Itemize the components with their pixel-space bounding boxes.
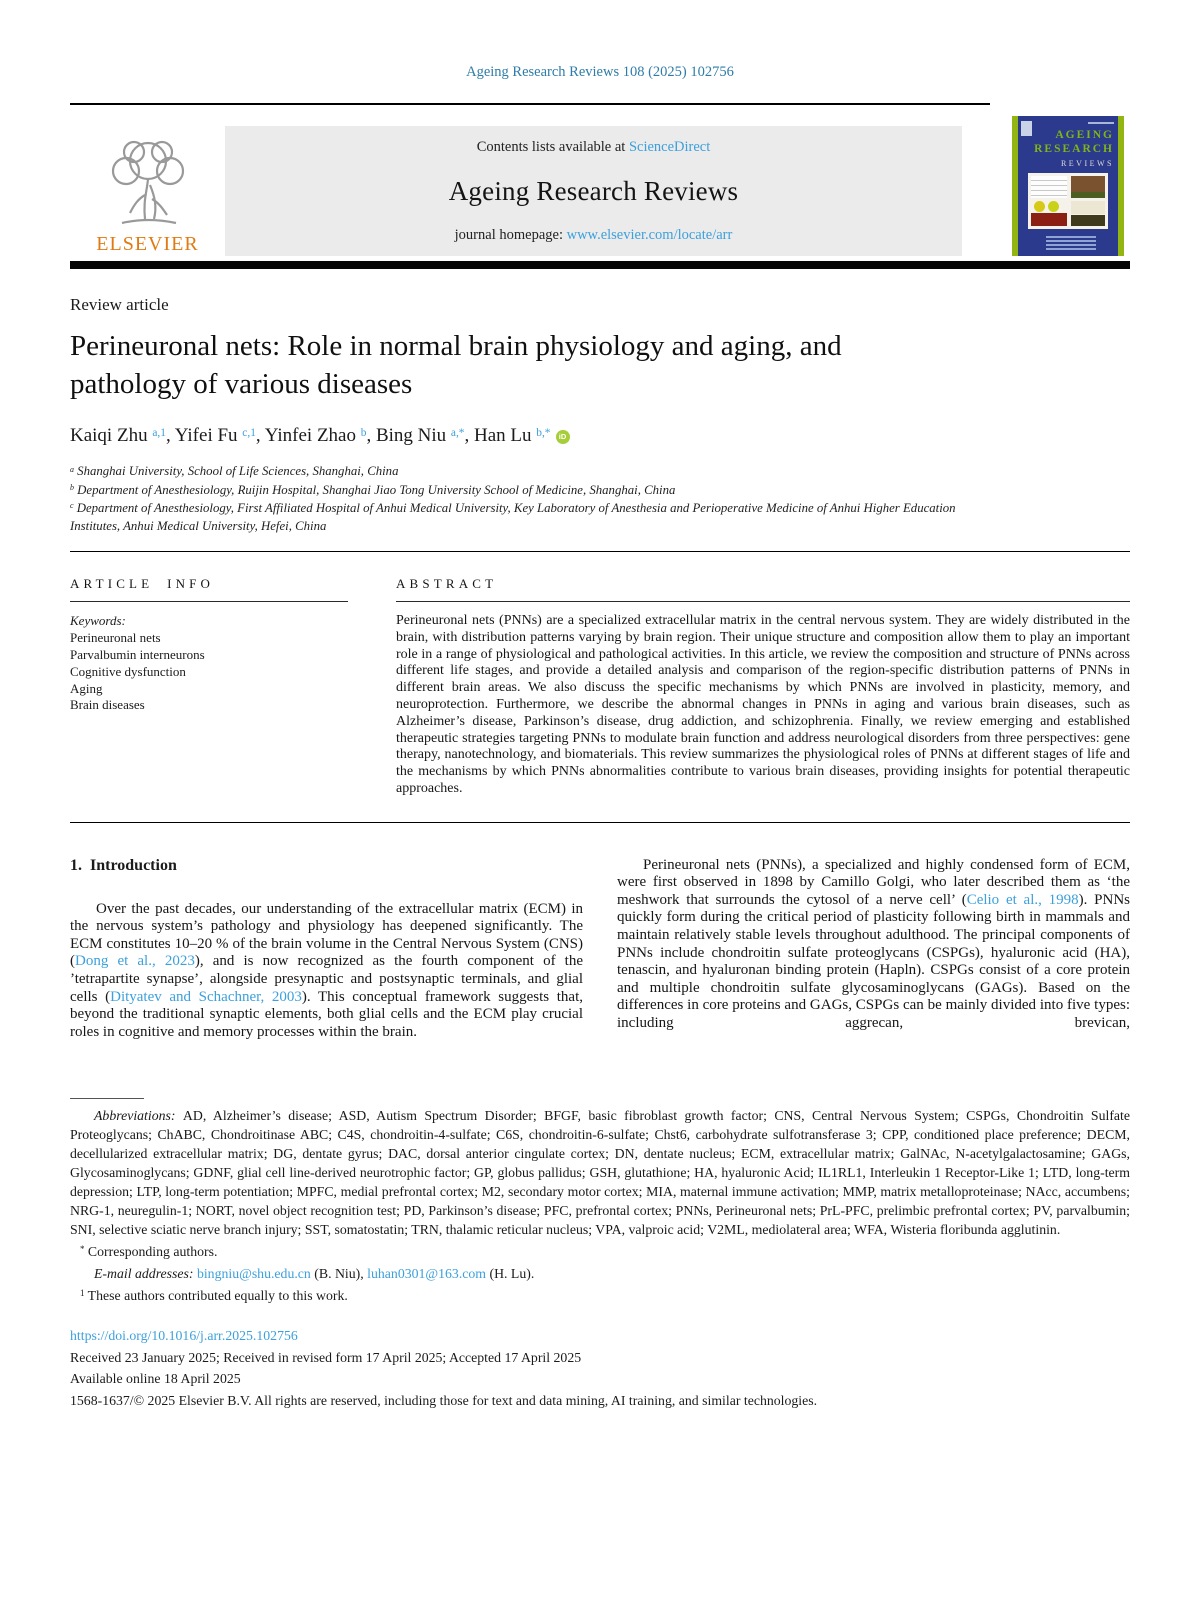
homepage-line [235,227,952,244]
abstract-text: Perineuronal nets (PNNs) are a specialized extracellular matrix in the central nervous system. They are widely distributed in the brain, with distribution patterns varying by brain region. Their unique structure and composition allow them to play an important role in a range of physiological and pathological activities. In this article, we review the composition and structure of PNNs across different life stages, and provide a detailed analysis and comparison of the region-specific distribution patterns of PNNs in different brain areas. We also discuss the specific mechanisms by which PNNs are involved in plasticity, memory, and neuroprotection. Furthermore, we describe the abnormal changes in PNNs in aging and various brain diseases, such as Alzheimer’s disease, Parkinson’s disease, drug addiction, and schizophrenia. Finally, we review emerging and established therapeutic strategies targeting PNNs to modulate brain function and address neurological disorders from three perspectives: gene therapy, nanotechnology, and biomaterials. This review summarizes the physiological roles of PNNs at different stages of life and the mechanisms by which PNNs abnormalities contribute to various brain diseases, providing insights for potential therapeutic approaches. [396,613,1130,796]
masthead [70,103,1130,256]
author-affiliation-superscript[interactable]: a,* [450,426,465,439]
journal-cover-thumbnail [1012,116,1124,256]
author-affiliation-superscript[interactable]: b [360,426,367,439]
contents-line [235,139,952,156]
journal-title: Ageing Research Reviews [448,176,739,206]
cover-title-line3: REVIEWS [1060,158,1114,168]
abbreviations-note: Abbreviations: AD, Alzheimer’s disease; ASD, Autism Spectrum Disorder; BFGF, basic fibroblast growth factor; CNS, Central Nervous System; CSPGs, Chondroitin Sulfate Proteoglycans; ChABC, Chondroitinase ABC; C4S, chondroitin-4-sulfate; C6S, chondroitin-6-sulfate; Chst6, carbohydrate sulfotransferase 3; CPP, conditioned place preference; DECM, decellularized extracellular matrix; DG, dentate gyrus; DAC, dorsal anterior cingulate cortex; DN, dentate nucleus; ECM, extracellular matrix; GalNAc, N-acetylgalactosamine; GAGs, Glycosaminoglycans; GDNF, glial cell line-derived neurotrophic factor; GP, globus pallidus; GSH, glutathione; HA, hyaluronic Acid; IL1RL1, Interleukin 1 Receptor-Like 1; LTD, long-term depression; LTP, long-term potentiation; MPFC, medial prefrontal cortex; M2, secondary motor cortex; MIA, maternal immune activation; MMP, matrix metalloproteinase; NAcc, accumbens; NRG-1, neuregulin-1; NORT, novel object recognition test; PD, Parkinson’s disease; PFC, prefrontal cortex; PNNs, Perineuronal nets; PrL-PFC, prelimbic prefrontal cortex; PV, parvalbumin; SNI, selective sciatic nerve branch injury; SST, somatostatin; TRN, thalamic reticular nucleus; VPA, valproic acid; V2ML, mediolateral area; WFA, Wisteria floribunda agglutinin. [70,1108,1130,1238]
received-dates: Received 23 January 2025; Received in revised form 17 April 2025; Accepted 17 April 2025 [70,1349,582,1365]
equal-contribution-note [70,1286,1130,1305]
author-affiliation-superscript[interactable]: a,1 [152,426,166,439]
available-online: Available online 18 April 2025 [70,1371,241,1387]
inline-link[interactable]: Celio et al., 1998 [966,891,1079,908]
author-names: Kaiqi Zhu $^{a,1}$, Yifei Fu $^{c,1}$, Yinfei Zhao $^b$, Bing Niu $^{a,*}$, Han Lu $^{b,*}$ [70,425,551,447]
article-info-heading: ARTICLE INFO [70,576,215,591]
journal-homepage-link[interactable]: www.elsevier.com/locate/arr [566,227,733,243]
affiliation-b: $^b$ Department of Anesthesiology, Ruijin Hospital, Shanghai Jiao Tong University School of Medicine, Shanghai, China [70,482,676,497]
inline-link[interactable]: Dong et al., 2023 [75,953,195,970]
abstract-rule [396,601,1130,602]
intro-paragraph-right: Perineuronal nets (PNNs), a specialized and highly condensed form of ECM, were first observed in 1898 by Camillo Golgi, who later described them as ‘the meshwork that surrounds the cytosol of a nerve cell’ (Celio et al., 1998). PNNs quickly form during the critical period of plasticity following birth in mammals and maintain relatively stable levels throughout adulthood. The principal components of PNNs include chondroitin sulfate proteoglycans (CSPGs), hyaluronic acid (HA), tenascin, and hyaluronan binding protein (Hapln). CSPGs consist of a core protein and multiple chondroitin sulfate glycosaminoglycans (GAGs). Based on the differences in core proteins and GAGs, CSPGs can be mainly divided into five types: including aggrecan, brevican, [617,856,1130,1031]
cover-photo-thumb [1071,176,1105,198]
cover-red-thumb [1031,213,1067,226]
cover-collage [1028,173,1108,229]
inline-link[interactable]: Dityatev and Schachner, 2003 [110,988,302,1005]
info-abstract-section [70,551,1130,823]
footnote-rule [70,1098,144,1099]
corresponding-authors-text: Corresponding authors. [84,1244,218,1260]
body-columns [70,853,1130,1056]
article-info-column [70,552,348,798]
cover-volume-line [1088,122,1114,124]
divider-bar [70,261,1130,269]
equal-contribution-text: These authors contributed equally to this work. [84,1288,348,1304]
cover-editors-lines [1046,234,1096,250]
intro-paragraph-left: Over the past decades, our understanding of the extracellular matrix (ECM) in the nervous system’s pathology and physiology has deepened significantly. The ECM constitutes 10–20 % of the brain volume in the Central Nervous System (CNS) (Dong et al., 2023), and is now recognized as the fourth component of the ’tetrapartite synapse’, alongside presynaptic and postsynaptic terminals, and glial cells (Dityatev and Schachner, 2003). This conceptual framework suggests that, beyond the traditional synaptic elements, both glial cells and the ECM play crucial roles in cognitive and memory processes within the brain. [70,900,584,1040]
elsevier-wordmark: ELSEVIER [96,233,199,255]
cover-dark-thumb [1071,215,1105,226]
footnote1-marker: 1 [80,1288,85,1299]
cover-title-line2: RESEARCH [1034,143,1114,156]
article-type-label: Review article [70,295,169,314]
cover-title [1034,128,1114,169]
journal-citation: Ageing Research Reviews 108 (2025) 102756 [466,64,734,80]
keyword: Brain diseases [70,697,145,713]
masthead-top-rule [70,103,990,105]
inline-link[interactable]: bingniu@shu.edu.cn [196,1266,311,1282]
article-title: Perineuronal nets: Role in normal brain physiology and aging, and pathology of various diseases [70,330,842,400]
keyword: Cognitive dysfunction [70,663,186,679]
asterisk-marker: * [80,1244,85,1255]
body-left-column [70,853,583,1056]
copyright-line: 1568-1637/© 2025 Elsevier B.V. All rights are reserved, including those for text and data mining, AI training, and similar technologies. [70,1392,818,1408]
elsevier-tree-icon [96,135,200,231]
email-addresses-note: E-mail addresses: bingniu@shu.edu.cn (B. Niu), luhan0301@163.com (H. Lu). [94,1266,535,1282]
footnotes-block [70,1098,1130,1305]
affiliation-c: $^c$ Department of Anesthesiology, First Affiliated Hospital of Anhui Medical University, Key Laboratory of Anesthesia and Perioperative Medicine of Anhui Higher Education Institutes, Anhui Medical University, Hefei, China [70,500,956,533]
homepage-prefix: journal homepage: [454,227,567,243]
article-info-rule [70,601,348,602]
keywords-label: Keywords: [70,613,126,628]
affiliation-a: $^a$ Shanghai University, School of Life Sciences, Shanghai, China [70,464,399,479]
cover-title-line1: AGEING [1055,129,1114,141]
cover-green-bar-left [1012,116,1018,256]
cover-scatter-thumb [1071,201,1105,214]
inline-link[interactable]: luhan0301@163.com [367,1266,487,1282]
author-line [70,425,1130,447]
article-footer [70,1325,1130,1411]
corresponding-authors-note [70,1242,1130,1261]
cover-chart-thumb [1031,176,1067,198]
cover-publisher-mark [1021,121,1032,136]
orcid-icon[interactable]: iD [556,430,570,444]
keyword: Perineuronal nets [70,629,161,645]
journal-banner [225,126,962,256]
sciencedirect-link[interactable]: ScienceDirect [628,139,711,155]
cover-green-bar-right [1118,116,1124,256]
author-affiliation-superscript[interactable]: c,1 [242,426,256,439]
keyword: Parvalbumin interneurons [70,646,205,662]
section-heading-introduction: 1. Introduction [70,856,177,874]
abstract-heading: ABSTRACT [396,576,498,591]
author-affiliation-superscript[interactable]: b,* [536,426,551,439]
keyword: Aging [70,680,103,696]
cover-circles-thumb [1034,201,1045,212]
contents-prefix: Contents lists available at [476,139,629,155]
abstract-column [396,552,1130,798]
body-right-column [617,853,1130,1056]
affiliations [70,462,970,535]
elsevier-logo [70,135,225,256]
doi-link[interactable]: https://doi.org/10.1016/j.arr.2025.102756 [70,1328,298,1344]
